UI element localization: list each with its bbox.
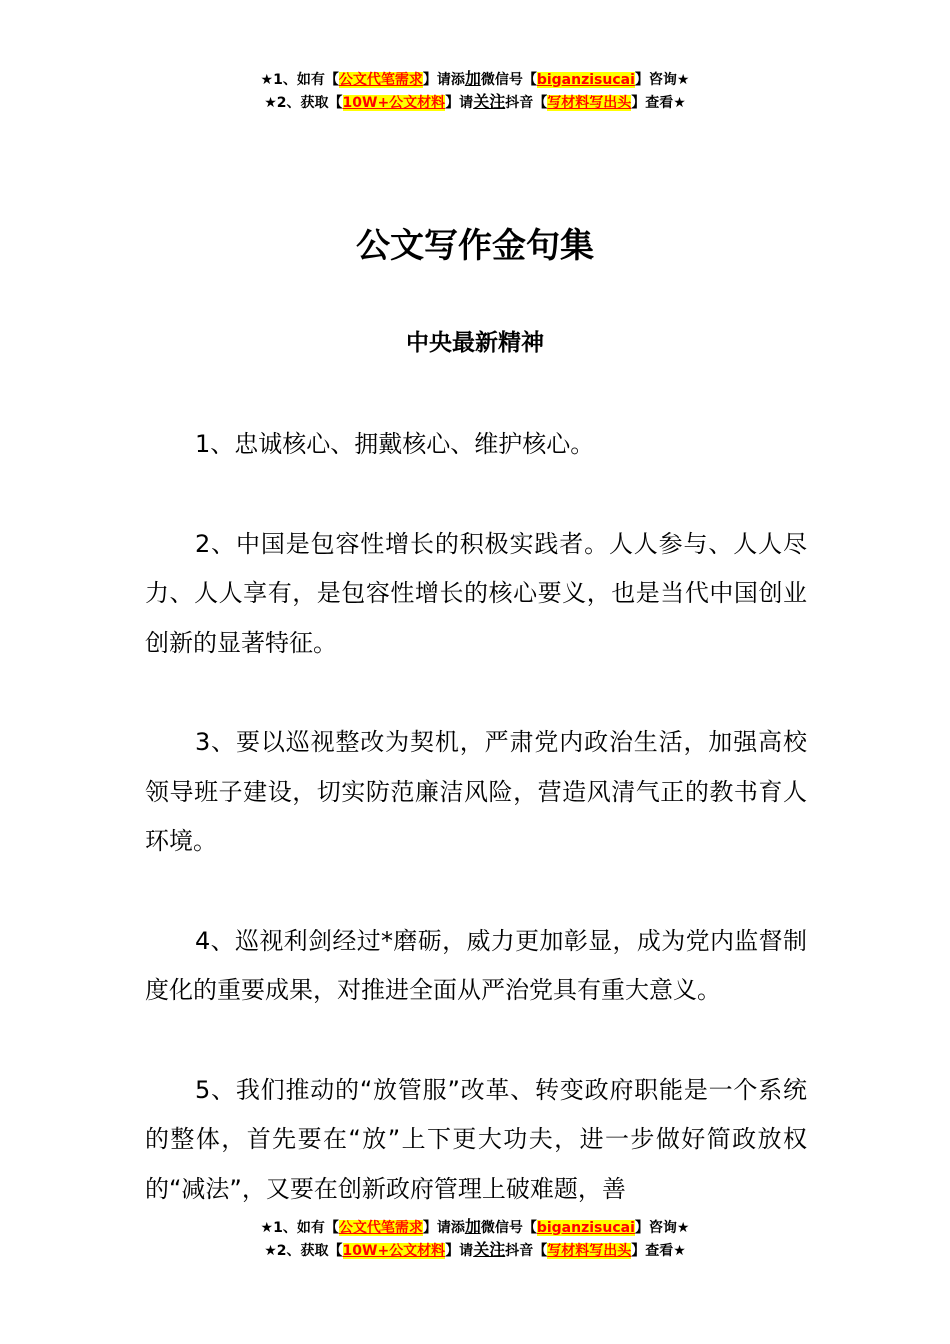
banner-highlight: 10W+公文材料 [342,95,446,111]
banner-line-2 [0,1239,950,1262]
banner-text: ★2、获取【 [264,1243,343,1259]
banner-line-2 [0,91,950,114]
banner-text: 】请 [445,1243,474,1259]
banner-text: ★2、获取【 [264,95,343,111]
section-heading: 中央最新精神 [406,330,544,356]
banner-text: 微信号【 [480,1220,537,1236]
banner-line-1 [0,1216,950,1239]
banner-highlight: 写材料写出头 [547,1243,632,1259]
banner-text: 】查看★ [631,95,686,111]
banner-text: 】咨询★ [634,72,690,88]
banner-text: ★1、如有【 [260,1220,339,1236]
banner-text: 抖音【 [505,1243,548,1259]
banner-highlight: biganzisucai [536,1220,635,1236]
banner-highlight: 写材料写出头 [547,95,632,111]
banner-line-1 [0,68,950,91]
banner-emphasis: 加 [464,69,481,88]
header-banner [0,68,950,114]
banner-emphasis: 加 [464,1217,481,1236]
footer-banner [0,1216,950,1262]
banner-highlight: 公文代笔需求 [338,72,423,88]
banner-emphasis: 关注 [473,1240,506,1259]
banner-text: 】查看★ [631,1243,686,1259]
paragraph-3: 3、要以巡视整改为契机，严肃党内政治生活，加强高校领导班子建设，切实防范廉洁风险，营造风清气正的教书育人环境。 [145,728,807,855]
banner-emphasis: 关注 [473,92,506,111]
paragraph-2: 2、中国是包容性增长的积极实践者。人人参与、人人尽力、人人享有，是包容性增长的核心要义，也是当代中国创业创新的显著特征。 [145,529,807,657]
document-title: 公文写作金句集 [356,226,594,266]
paragraph-5: 5、我们推动的“放管服”改革、转变政府职能是一个系统的整体，首先要在“放”上下更大功夫，进一步做好简政放权的“减法”，又要在创新政府管理上破难题，善 [145,1075,807,1203]
banner-highlight: 10W+公文材料 [342,1243,446,1259]
banner-highlight: biganzisucai [536,72,635,88]
banner-text: 】请添 [422,1220,465,1236]
banner-text: 】请添 [422,72,465,88]
paragraph-4: 4、巡视利剑经过*磨砺，威力更加彰显，成为党内监督制度化的重要成果，对推进全面从严治党具有重大意义。 [145,926,807,1004]
document-body-viewport [0,420,950,1212]
document-body [145,420,807,1212]
banner-highlight: 公文代笔需求 [338,1220,423,1236]
banner-text: 抖音【 [505,95,548,111]
banner-text: 】请 [445,95,474,111]
banner-text: ★1、如有【 [260,72,339,88]
banner-text: 】咨询★ [634,1220,690,1236]
banner-text: 微信号【 [480,72,537,88]
paragraph-1: 1、忠诚核心、拥戴核心、维护核心。 [195,430,595,458]
